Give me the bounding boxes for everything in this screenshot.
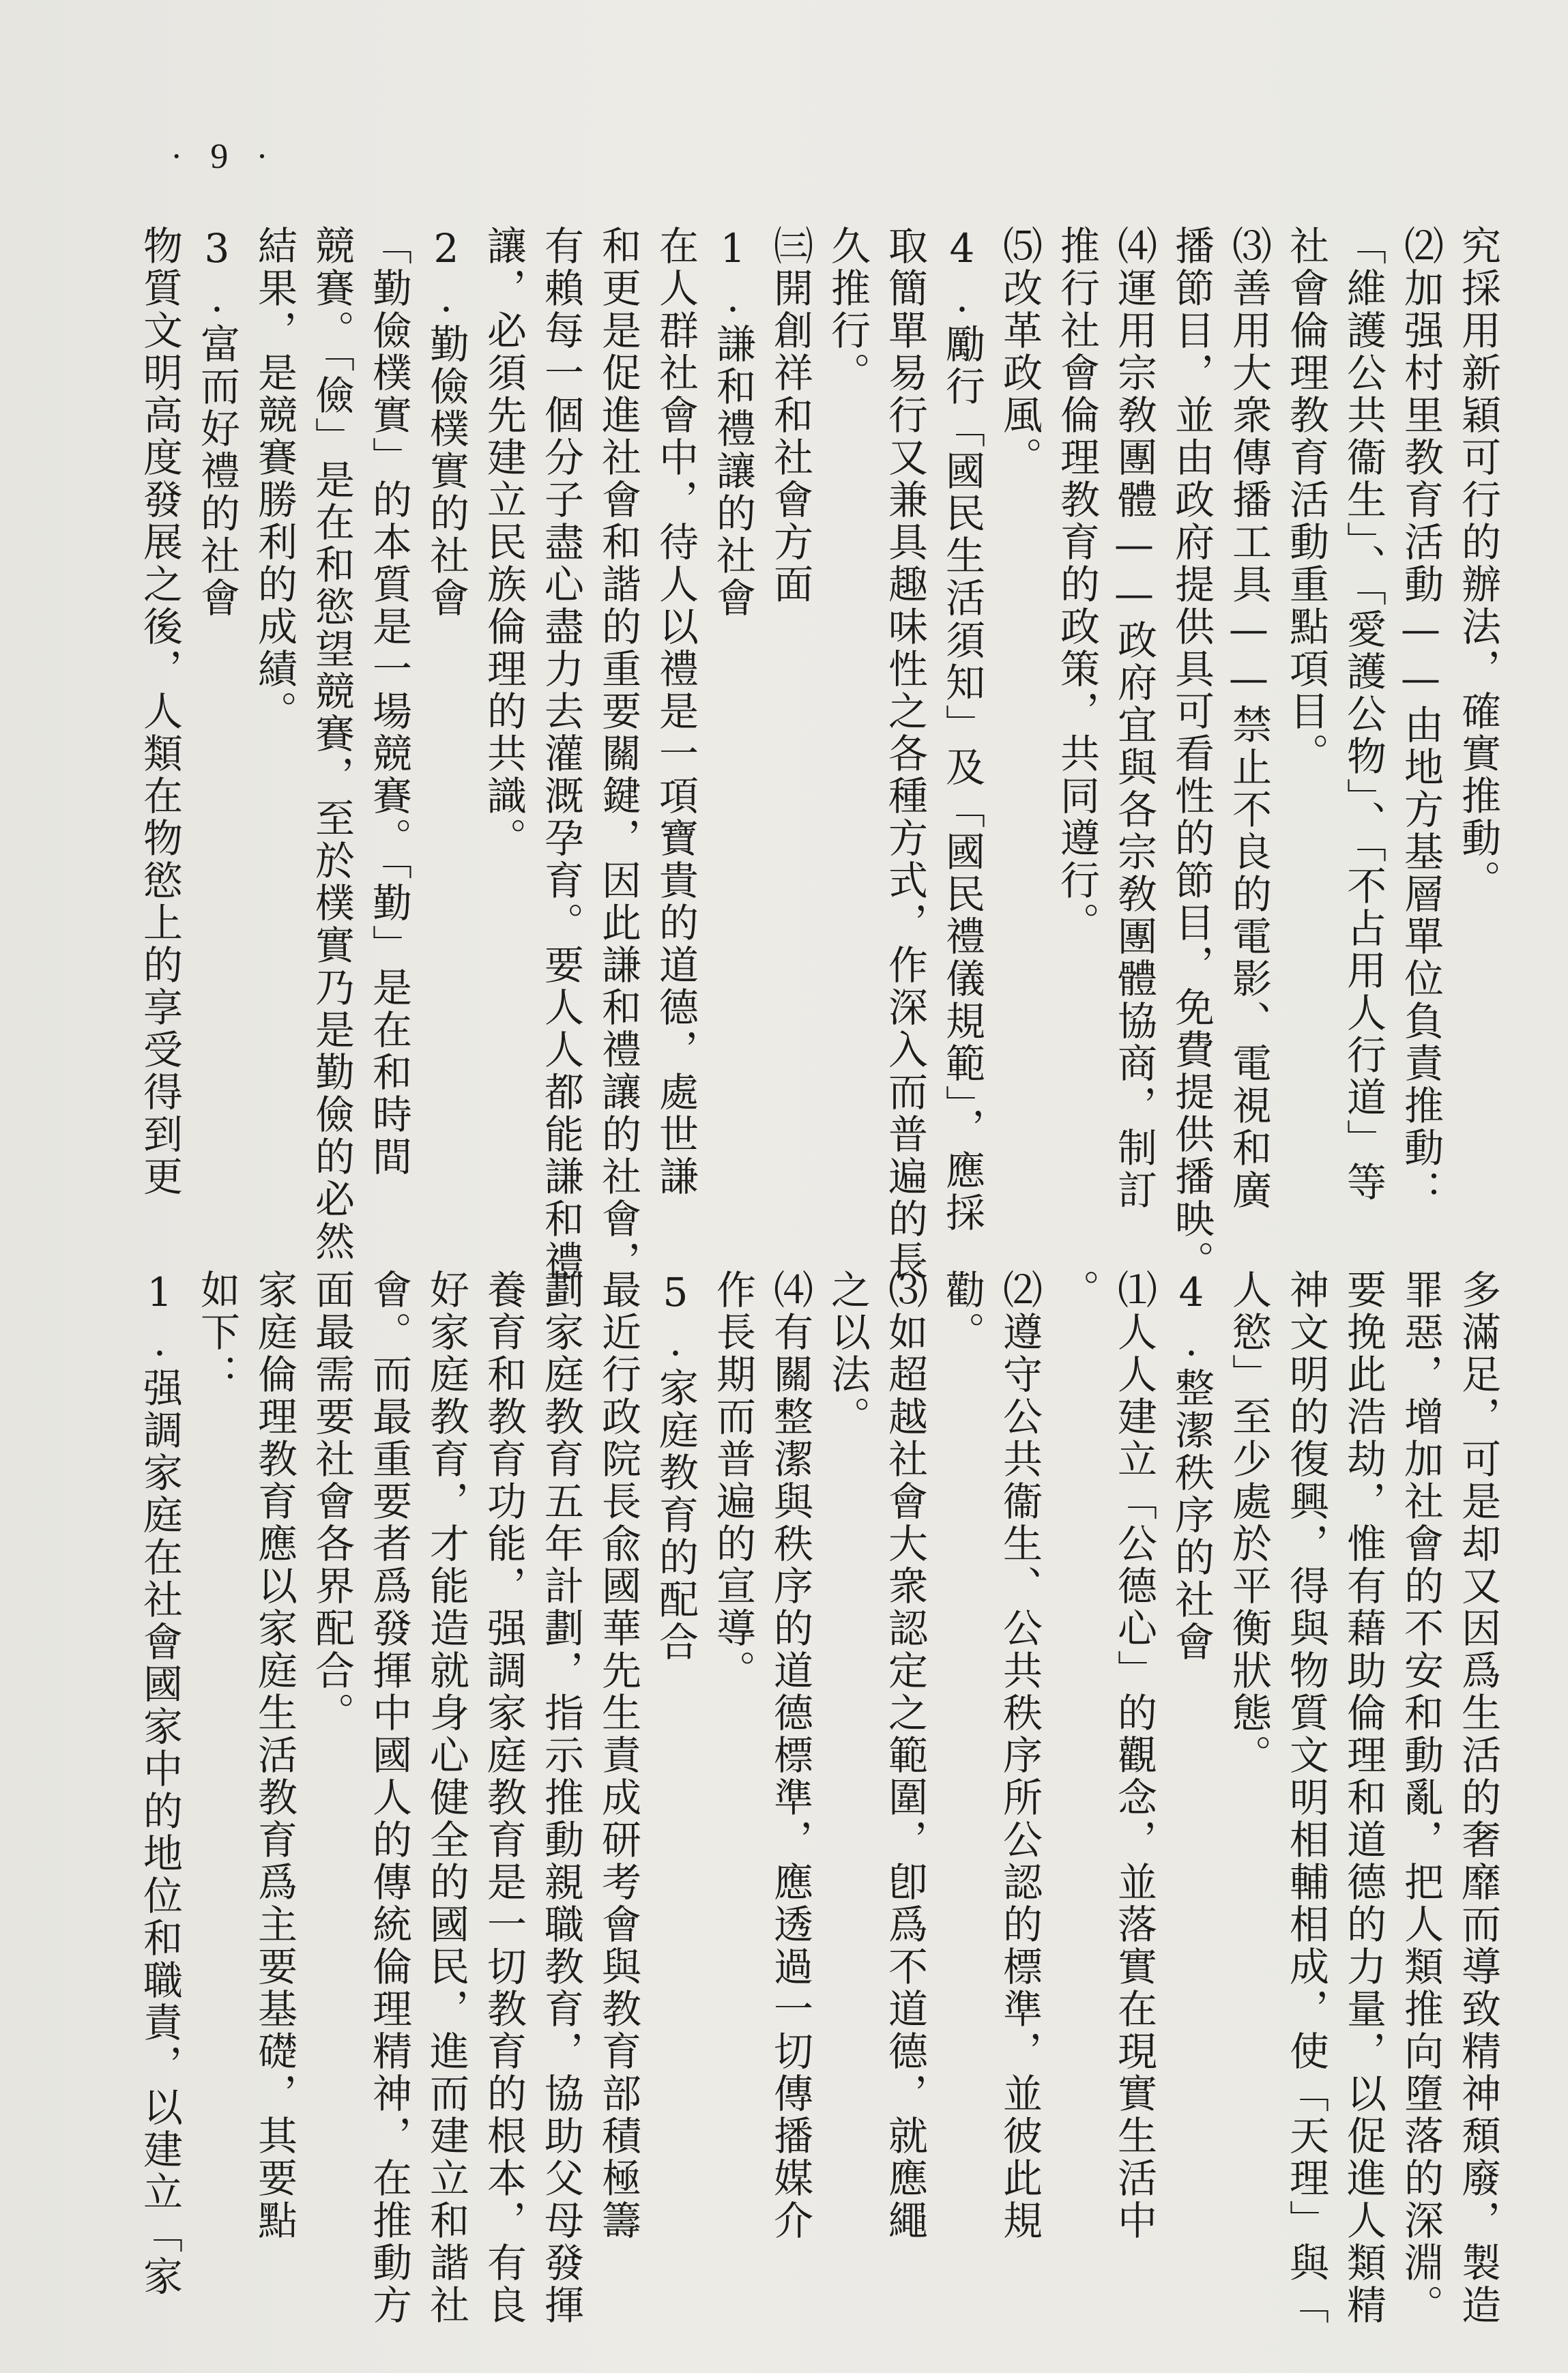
text-column: 養育和教育功能，强調家庭教育是一切教育的根本，有良 xyxy=(480,1269,527,2327)
text-column: 劃家庭教育五年計劃，指示推動親職教育，協助父母發揮 xyxy=(538,1269,584,2327)
text-column: 「勤儉樸實」的本質是一場競賽。「勤」是在和時間 xyxy=(366,225,412,1178)
text-column: 「維護公共衞生」、「愛護公物」、「不占用人行道」等 xyxy=(1340,225,1386,1204)
text-column: 2.勤儉樸實的社會 xyxy=(423,225,469,620)
text-column: 4.整潔秩序的社會 xyxy=(1168,1269,1215,1663)
text-column: 面最需要社會各界配合。 xyxy=(308,1269,355,1734)
text-column: ⑵加强村里教育活動——由地方基層單位負責推動： xyxy=(1397,225,1444,1212)
text-column: 作長期而普遍的宣導。 xyxy=(710,1269,756,1692)
text-column: ⑸改革政風。 xyxy=(996,225,1043,479)
text-column: 如下： xyxy=(194,1269,240,1396)
text-column: 究採用新穎可行的辦法，確實推動。 xyxy=(1455,225,1501,902)
text-column: 罪惡，增加社會的不安和動亂，把人類推向墮落的深淵。 xyxy=(1397,1269,1444,2327)
text-column: ⑷運用宗敎團體——政府宜與各宗敎團體協商，制訂 xyxy=(1111,225,1157,1212)
page-number: · 9 · xyxy=(171,137,278,176)
text-column: ㈢開創祥和社會方面 xyxy=(767,225,813,606)
text-column: ⑷有關整潔與秩序的道德標準，應透過一切傳播媒介 xyxy=(767,1269,813,2242)
text-column: ⑶如超越社會大衆認定之範圍，卽爲不道德，就應繩 xyxy=(882,1269,928,2242)
text-column: ⑵遵守公共衞生、公共秩序所公認的標準，並彼此規 xyxy=(996,1269,1043,2242)
text-column: 1.謙和禮讓的社會 xyxy=(710,225,756,620)
text-column: 要挽此浩劫，惟有藉助倫理和道德的力量，以促進人類精 xyxy=(1340,1269,1386,2327)
text-column: 久推行。 xyxy=(824,225,871,394)
text-column: 。 xyxy=(1054,1269,1100,1311)
text-column: ⑶善用大衆傳播工具——禁止不良的電影、電視和廣 xyxy=(1225,225,1272,1212)
text-column: 1.强調家庭在社會國家中的地位和職責，以建立「家 xyxy=(136,1269,183,2298)
top-text-block xyxy=(136,225,1507,1283)
text-column: 物質文明高度發展之後，人類在物慾上的享受得到更 xyxy=(136,225,183,1198)
text-column: 4.勵行「國民生活須知」及「國民禮儀規範」，應採 xyxy=(939,225,985,1234)
text-column: 之以法。 xyxy=(824,1269,871,1438)
text-column: 5.家庭教育的配合 xyxy=(652,1269,699,1663)
bottom-text-block xyxy=(136,1269,1507,2327)
text-column: 好家庭教育，才能造就身心健全的國民，進而建立和諧社 xyxy=(423,1269,469,2327)
text-column: 社會倫理教育活動重點項目。 xyxy=(1283,225,1329,775)
text-column: 勸。 xyxy=(939,1269,985,1354)
text-column: 在人群社會中，待人以禮是一項寶貴的道德，處世謙 xyxy=(652,225,699,1198)
text-column: 3.富而好禮的社會 xyxy=(194,225,240,620)
text-column: 人慾」至少處於平衡狀態。 xyxy=(1225,1269,1272,1777)
text-column: 神文明的復興，得與物質文明相輔相成，使「天理」與「 xyxy=(1283,1269,1329,2327)
text-column: 讓，必須先建立民族倫理的共識。 xyxy=(480,225,527,860)
text-column: 多滿足，可是却又因爲生活的奢靡而導致精神頹廢，製造 xyxy=(1455,1269,1501,2327)
text-column: 和更是促進社會和諧的重要關鍵，因此謙和禮讓的社會， xyxy=(595,225,641,1283)
text-column: 會。而最重要者爲發揮中國人的傳統倫理精神，在推動方 xyxy=(366,1269,412,2327)
text-column: 播節目，並由政府提供具可看性的節目，免費提供播映。 xyxy=(1168,225,1215,1283)
text-column: 推行社會倫理教育的政策，共同遵行。 xyxy=(1054,225,1100,944)
text-column: 競賽。「儉」是在和慾望競賽，至於樸實乃是勤儉的必然 xyxy=(308,225,355,1263)
text-column: 有賴每一個分子盡心盡力去灌溉孕育。要人人都能謙和禮 xyxy=(538,225,584,1283)
text-column: 最近行政院長兪國華先生責成研考會與教育部積極籌 xyxy=(595,1269,641,2242)
text-column: 家庭倫理教育應以家庭生活教育爲主要基礎，其要點 xyxy=(251,1269,297,2242)
text-column: 取簡單易行又兼具趣味性之各種方式，作深入而普遍的長 xyxy=(882,225,928,1283)
text-column: 結果，是競賽勝利的成績。 xyxy=(251,225,297,733)
text-column: ⑴人人建立「公德心」的觀念，並落實在現實生活中 xyxy=(1111,1269,1157,2242)
